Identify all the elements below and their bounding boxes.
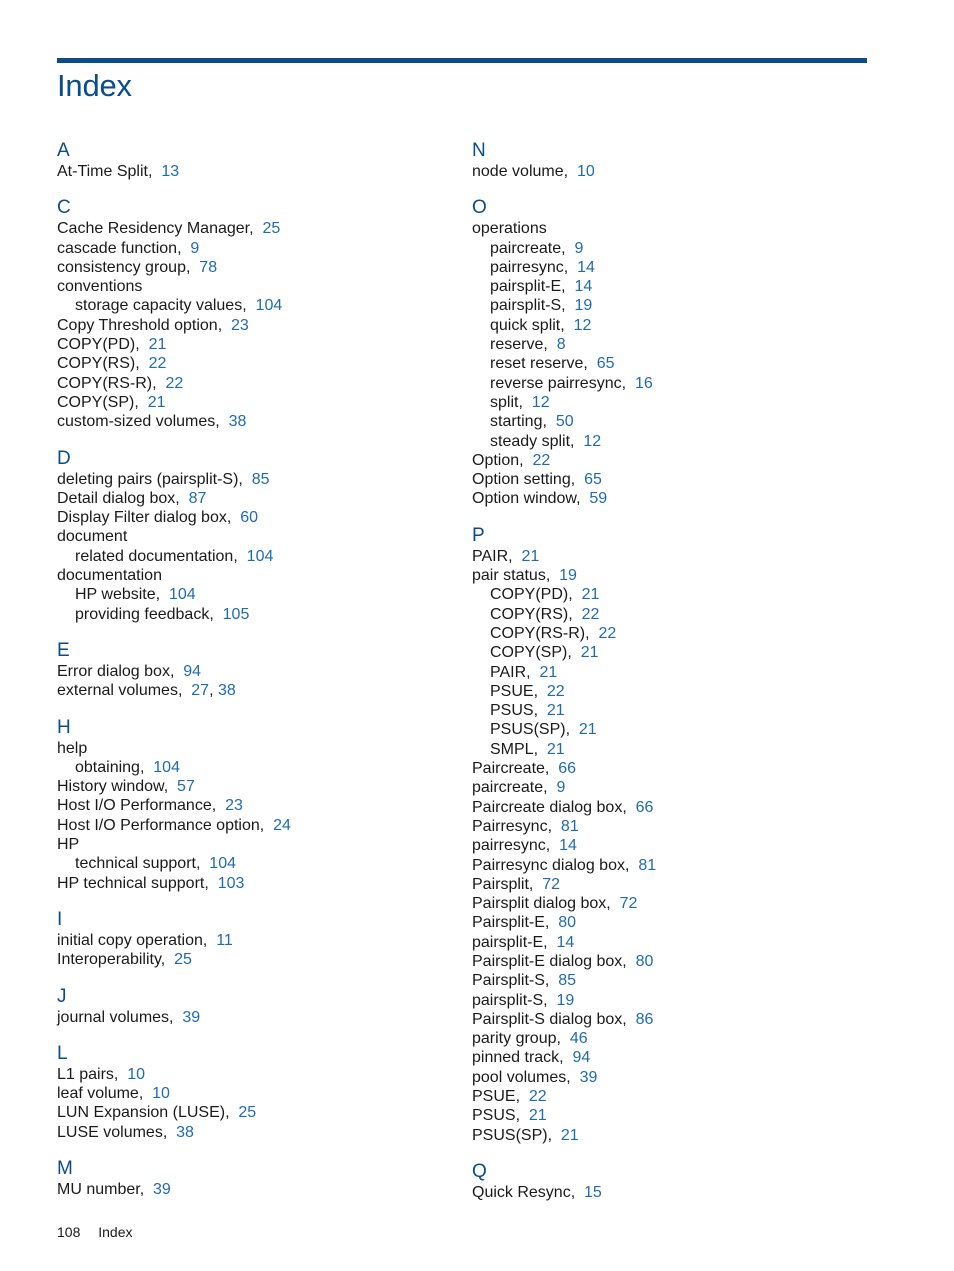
entry-term: pairresync,: [490, 258, 569, 276]
page-link[interactable]: 15: [584, 1183, 602, 1201]
page-link[interactable]: 85: [251, 470, 270, 488]
page-link[interactable]: 81: [560, 817, 579, 835]
index-entry: [472, 836, 872, 855]
entry-term: pinned track,: [472, 1049, 564, 1067]
page-link[interactable]: 9: [556, 779, 566, 797]
entry-term: Pairsplit-E dialog box,: [472, 952, 627, 970]
entry-term: node volume,: [472, 163, 569, 180]
page-link[interactable]: 27: [191, 682, 210, 700]
entry-term: HP technical support,: [57, 874, 209, 892]
index-entry: [472, 817, 872, 836]
index-entry: [472, 489, 872, 508]
index-entry: [57, 374, 457, 393]
page-link[interactable]: 22: [581, 605, 600, 623]
index-entry: [57, 354, 457, 373]
page-link[interactable]: 22: [148, 355, 167, 373]
footer-page-number: 108: [57, 1224, 81, 1240]
entry-term: deleting pairs (pairsplit-S),: [57, 470, 243, 488]
index-entry: [57, 931, 457, 950]
page-link[interactable]: 78: [199, 258, 218, 276]
entry-term: Pairsplit,: [472, 875, 534, 893]
index-entry: [472, 470, 872, 489]
entry-term: Option setting,: [472, 471, 576, 489]
entry-term: Error dialog box,: [57, 662, 175, 680]
page-link[interactable]: 21: [580, 644, 599, 662]
page-link[interactable]: 59: [589, 490, 608, 508]
entry-term: PSUS,: [490, 702, 539, 720]
index-entry: [57, 777, 457, 796]
page-link[interactable]: 23: [231, 316, 249, 334]
entry-term: quick split,: [490, 316, 565, 334]
page-link[interactable]: 21: [148, 336, 167, 354]
entry-term: operations: [472, 220, 547, 238]
entry-term: parity group,: [472, 1030, 561, 1048]
index-subentry: [472, 316, 872, 335]
section-letter: H: [57, 716, 71, 738]
page-link[interactable]: 9: [190, 239, 200, 257]
entry-term: leaf volume,: [57, 1085, 144, 1103]
index-entry: [472, 856, 872, 875]
index-section-l: [57, 1042, 457, 1142]
page-link[interactable]: 21: [581, 586, 600, 604]
page-link[interactable]: 21: [560, 1126, 579, 1144]
entry-term: Pairsplit-S dialog box,: [472, 1010, 627, 1028]
page-link[interactable]: 72: [619, 895, 638, 913]
entry-term: PAIR,: [490, 663, 531, 681]
page-link[interactable]: 104: [168, 586, 196, 604]
index-entry: [57, 835, 457, 854]
index-entry: [472, 1048, 872, 1067]
index-entry: [472, 1068, 872, 1087]
page-link[interactable]: 19: [574, 297, 593, 315]
page-link[interactable]: 25: [238, 1104, 257, 1122]
index-column-left: [57, 139, 457, 1199]
section-letter: P: [472, 524, 485, 546]
index-subentry: [57, 758, 457, 777]
index-entry: [472, 547, 872, 566]
page-link[interactable]: 12: [583, 432, 602, 450]
page-link[interactable]: 38: [228, 413, 247, 431]
index-entry: [57, 874, 457, 893]
entry-term: storage capacity values,: [75, 297, 247, 315]
index-section-q: [472, 1160, 872, 1202]
index-entry: [57, 335, 457, 354]
entry-term: COPY(RS-R),: [57, 374, 157, 392]
index-entry: [472, 1010, 872, 1029]
page-link[interactable]: 60: [240, 509, 258, 527]
page-link[interactable]: 11: [216, 931, 233, 949]
index-entry: [472, 451, 872, 470]
entry-term: History window,: [57, 778, 169, 796]
index-entry: [57, 1180, 457, 1199]
section-letter: Q: [472, 1160, 487, 1182]
page-link[interactable]: 21: [521, 547, 540, 565]
entry-term: PSUE,: [472, 1088, 521, 1106]
entry-term: pair status,: [472, 567, 551, 585]
index-entry: [57, 393, 457, 412]
entry-term: providing feedback,: [75, 605, 214, 623]
index-entry: [472, 162, 872, 181]
entry-term: Paircreate,: [472, 760, 550, 778]
entry-term: pairsplit-S,: [472, 991, 548, 1009]
entry-term: help: [57, 739, 88, 757]
page-link[interactable]: 80: [558, 914, 577, 932]
page-link[interactable]: 9: [574, 239, 584, 257]
entry-term: Copy Threshold option,: [57, 316, 223, 334]
entry-term: PAIR,: [472, 547, 513, 565]
index-entry: [57, 162, 457, 181]
index-entry: [57, 239, 457, 258]
index-section-j: [57, 985, 457, 1027]
entry-term: L1 pairs,: [57, 1065, 119, 1083]
entry-term: COPY(SP),: [490, 644, 572, 662]
index-section-h: [57, 716, 457, 893]
index-subentry: [472, 432, 872, 451]
page-link[interactable]: 21: [578, 721, 597, 739]
index-entry: external volumes, 27, 38: [57, 682, 236, 700]
section-letter: J: [57, 985, 67, 1007]
page-link[interactable]: 14: [556, 933, 575, 951]
entry-term: MU number,: [57, 1180, 145, 1198]
entry-term: SMPL,: [490, 740, 539, 758]
index-subentry: [57, 547, 457, 566]
entry-term: conventions: [57, 278, 143, 296]
index-entry: [472, 1126, 872, 1145]
page-link[interactable]: 14: [574, 278, 593, 296]
index-entry: [57, 508, 457, 527]
entry-term: PSUS(SP),: [490, 721, 571, 739]
index-entry: [57, 1123, 457, 1142]
page-link[interactable]: 94: [572, 1049, 591, 1067]
entry-term: steady split,: [490, 432, 575, 450]
page-link[interactable]: 21: [546, 740, 565, 758]
index-subentry: [472, 663, 872, 682]
index-subentry: [57, 605, 457, 624]
index-subentry: [472, 277, 872, 296]
page-link[interactable]: 22: [528, 1088, 547, 1106]
entry-term: documentation: [57, 567, 162, 585]
page-footer: [57, 1222, 133, 1242]
entry-term: Detail dialog box,: [57, 489, 180, 507]
page-link[interactable]: 24: [273, 816, 291, 834]
index-entry: [472, 1087, 872, 1106]
index-entry: [57, 739, 457, 758]
page-link[interactable]: 25: [262, 220, 281, 238]
index-subentry: [472, 643, 872, 662]
entry-term: PSUE,: [490, 682, 539, 700]
entry-term: COPY(PD),: [57, 336, 140, 354]
entry-term: COPY(RS-R),: [490, 624, 590, 642]
index-entry: [472, 798, 872, 817]
page-link[interactable]: 21: [147, 393, 166, 411]
entry-term: reset reserve,: [490, 355, 588, 373]
page-link[interactable]: 104: [246, 547, 274, 565]
index-entry: [57, 1103, 457, 1122]
entry-term: journal volumes,: [57, 1008, 174, 1026]
page-link[interactable]: 104: [209, 855, 236, 873]
entry-term: Pairresync,: [472, 817, 553, 835]
index-entry: [57, 277, 457, 296]
page-link[interactable]: 104: [255, 297, 283, 315]
page-link[interactable]: 105: [222, 605, 250, 623]
index-subentry: [472, 585, 872, 604]
entry-term: COPY(RS),: [57, 355, 140, 373]
index-subentry: [57, 296, 457, 315]
index-entry: [472, 778, 872, 797]
index-subentry: [472, 682, 872, 701]
page-link[interactable]: 66: [558, 760, 577, 778]
page-link[interactable]: 21: [539, 663, 558, 681]
index-entry: [57, 1065, 457, 1084]
section-letter: A: [57, 140, 70, 161]
index-entry: [472, 1106, 872, 1125]
entry-term: related documentation,: [75, 547, 238, 565]
section-letter: M: [57, 1157, 73, 1179]
page-link[interactable]: 39: [153, 1180, 171, 1198]
entry-term: COPY(PD),: [490, 586, 573, 604]
page-link[interactable]: 10: [152, 1085, 170, 1103]
page-link[interactable]: 80: [635, 952, 654, 970]
index-entry: [57, 1084, 457, 1103]
index-entry: [472, 1029, 872, 1048]
index-entry: [57, 816, 457, 835]
page-link[interactable]: 38: [217, 682, 236, 700]
entry-term: Host I/O Performance option,: [57, 816, 265, 834]
entry-term: Display Filter dialog box,: [57, 509, 232, 527]
index-subentry: [472, 354, 872, 373]
entry-term: Interoperability,: [57, 951, 166, 969]
page-link[interactable]: 46: [569, 1030, 588, 1048]
page-link[interactable]: 65: [596, 355, 615, 373]
entry-term: LUSE volumes,: [57, 1123, 168, 1141]
page-link[interactable]: 10: [576, 163, 595, 180]
index-entry: [57, 316, 457, 335]
index-subentry: [472, 412, 872, 431]
entry-term: custom-sized volumes,: [57, 413, 220, 431]
page-link[interactable]: 87: [188, 489, 207, 507]
entry-term: HP website,: [75, 586, 161, 604]
index-entry: [57, 470, 457, 489]
index-subentry: [57, 585, 457, 604]
index-entry: [57, 527, 457, 546]
page-link[interactable]: 57: [177, 778, 195, 796]
entry-term: Pairsplit dialog box,: [472, 895, 611, 913]
page-link[interactable]: 19: [556, 991, 575, 1009]
entry-term: pairsplit-E,: [490, 278, 566, 296]
index-subentry: [472, 258, 872, 277]
index-entry: [472, 1183, 872, 1202]
index-entry: [57, 796, 457, 815]
entry-term: Host I/O Performance,: [57, 797, 217, 815]
index-section-n: [472, 139, 872, 181]
entry-term: reserve,: [490, 336, 548, 354]
index-subentry: [472, 335, 872, 354]
index-entry: [472, 913, 872, 932]
index-entry: [472, 933, 872, 952]
page-link[interactable]: 66: [635, 798, 654, 816]
entry-term: starting,: [490, 413, 547, 431]
entry-term: paircreate,: [490, 239, 566, 257]
page-link[interactable]: 14: [559, 837, 577, 855]
page-link[interactable]: 25: [174, 951, 192, 969]
index-entry: [57, 489, 457, 508]
entry-term: At-Time Split,: [57, 163, 153, 180]
entry-term: Pairsplit-S,: [472, 972, 550, 990]
page-link[interactable]: 22: [165, 374, 184, 392]
index-subentry: [472, 720, 872, 739]
section-letter: D: [57, 447, 71, 469]
entry-term: Cache Residency Manager,: [57, 220, 254, 238]
index-entry: [57, 258, 457, 277]
page-link[interactable]: 39: [579, 1068, 598, 1086]
entry-term: Option window,: [472, 490, 581, 508]
index-subentry: [472, 701, 872, 720]
entry-term: Option,: [472, 451, 524, 469]
index-entry: [472, 875, 872, 894]
entry-term: COPY(RS),: [490, 605, 573, 623]
entry-term: pairsplit-S,: [490, 297, 566, 315]
page-link[interactable]: 39: [182, 1008, 201, 1026]
section-letter: E: [57, 639, 70, 661]
index-entry: [57, 412, 457, 431]
index-entry: [472, 894, 872, 913]
index-entry: [57, 566, 457, 585]
page-link[interactable]: 19: [559, 567, 577, 585]
page-link[interactable]: 21: [528, 1107, 547, 1125]
page-title: Index: [57, 68, 132, 103]
page-link[interactable]: 22: [598, 624, 617, 642]
entry-term: initial copy operation,: [57, 931, 208, 949]
page-link[interactable]: 10: [127, 1065, 146, 1083]
index-entry: [57, 1008, 457, 1027]
entry-term: obtaining,: [75, 758, 145, 776]
index-section-o: [472, 196, 872, 508]
index-entry: [472, 219, 872, 238]
entry-term: Pairresync dialog box,: [472, 856, 630, 874]
entry-term: consistency group,: [57, 258, 191, 276]
page-link[interactable]: 12: [573, 316, 592, 334]
section-letter: I: [57, 908, 63, 930]
index-entry: [472, 991, 872, 1010]
page-link[interactable]: 38: [176, 1123, 194, 1141]
entry-term: Pairsplit-E,: [472, 914, 550, 932]
index-section-p: [472, 524, 872, 1145]
entry-term: document: [57, 528, 128, 546]
entry-term: pool volumes,: [472, 1068, 571, 1086]
entry-term: HP: [57, 836, 80, 854]
entry-term: COPY(SP),: [57, 393, 139, 411]
index-section-i: [57, 908, 457, 970]
index-column-right: [472, 139, 872, 1202]
page-link[interactable]: 22: [532, 451, 551, 469]
footer-label: Index: [98, 1224, 133, 1240]
index-subentry: [472, 296, 872, 315]
index-subentry: [57, 854, 457, 873]
entry-term: paircreate,: [472, 779, 548, 797]
index-section-d: [57, 447, 457, 624]
section-letter: N: [472, 140, 486, 161]
page-link[interactable]: 50: [555, 413, 574, 431]
page-link[interactable]: 81: [638, 856, 657, 874]
section-letter: L: [57, 1042, 68, 1064]
entry-term: Quick Resync,: [472, 1183, 576, 1201]
entry-term: LUN Expansion (LUSE),: [57, 1104, 230, 1122]
page-link[interactable]: 104: [153, 758, 180, 776]
entry-term: technical support,: [75, 855, 201, 873]
page-link[interactable]: 103: [217, 874, 245, 892]
entry-term: reverse pairresync,: [490, 374, 627, 392]
index-subentry: [472, 605, 872, 624]
page-link[interactable]: 72: [542, 875, 561, 893]
entry-term: split,: [490, 393, 523, 411]
entry-term: external volumes,: [57, 682, 183, 700]
page-link[interactable]: 23: [225, 797, 243, 815]
index-subentry: [472, 374, 872, 393]
index-entry: [57, 662, 457, 681]
index-entry: [472, 759, 872, 778]
section-letter: O: [472, 197, 487, 219]
page-link[interactable]: 94: [183, 662, 202, 680]
index-subentry: [472, 393, 872, 412]
page-link[interactable]: 21: [546, 702, 565, 720]
page-link[interactable]: 65: [584, 471, 602, 489]
entry-term: pairsplit-E,: [472, 933, 548, 951]
page-link[interactable]: 86: [635, 1010, 654, 1028]
section-letter: C: [57, 197, 71, 219]
index-section-e: [57, 639, 457, 701]
index-entry: [57, 950, 457, 969]
index-section-m: [57, 1157, 457, 1199]
index-subentry: [472, 740, 872, 759]
page-link[interactable]: 22: [546, 682, 565, 700]
page-link[interactable]: 16: [634, 374, 653, 392]
index-subentry: [472, 239, 872, 258]
entry-term: PSUS,: [472, 1107, 521, 1125]
index-section-c: [57, 196, 457, 431]
page-link[interactable]: 12: [531, 393, 550, 411]
page-link[interactable]: 8: [556, 336, 566, 354]
index-subentry: [472, 624, 872, 643]
index-entry: [57, 219, 457, 238]
index-entry: [472, 566, 872, 585]
page-link[interactable]: 85: [558, 972, 577, 990]
page-link[interactable]: 13: [161, 163, 180, 180]
entry-term: Paircreate dialog box,: [472, 798, 627, 816]
index-section-a: [57, 139, 457, 181]
entry-term: pairresync,: [472, 837, 551, 855]
entry-term: cascade function,: [57, 239, 182, 257]
index-entry: [472, 971, 872, 990]
top-rule: [57, 58, 867, 63]
index-entry: [472, 952, 872, 971]
page-link[interactable]: 14: [577, 258, 595, 276]
entry-term: PSUS(SP),: [472, 1126, 553, 1144]
